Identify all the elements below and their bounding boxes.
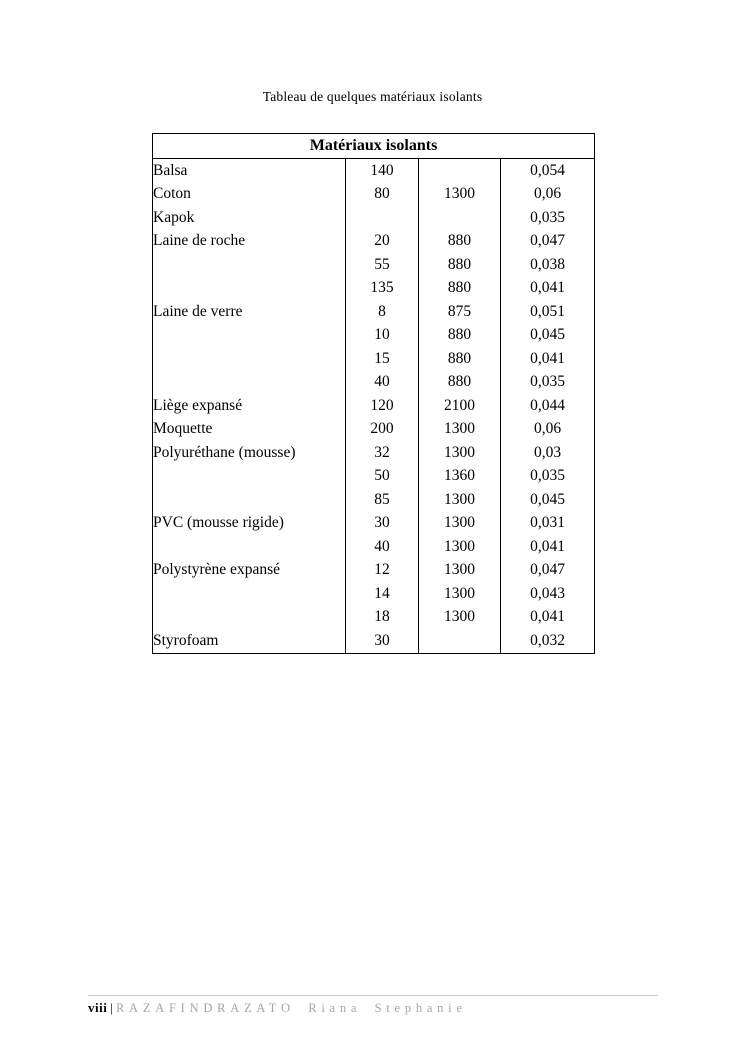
table-row — [153, 394, 595, 418]
material-name-cell: Polystyrène expansé — [153, 559, 346, 583]
value1-cell: 50 — [346, 465, 419, 489]
material-name-cell: Balsa — [153, 159, 346, 183]
value1-cell: 55 — [346, 253, 419, 277]
footer-divider — [88, 995, 658, 996]
value2-cell: 1300 — [419, 441, 501, 465]
value1-cell: 18 — [346, 606, 419, 630]
table-row — [153, 465, 595, 489]
table-row — [153, 559, 595, 583]
value3-cell: 0,035 — [530, 467, 565, 485]
value1-cell: 140 — [346, 159, 419, 183]
value3-cell: 0,044 — [530, 396, 565, 414]
value2-cell: 1300 — [419, 606, 501, 630]
table-row — [153, 582, 595, 606]
value2-cell — [419, 159, 501, 183]
material-name-cell — [153, 371, 346, 395]
material-name-cell — [153, 535, 346, 559]
material-name-cell: Kapok — [153, 206, 346, 230]
value2-cell: 1300 — [419, 488, 501, 512]
table-title: Matériaux isolants — [153, 134, 595, 159]
value3-cell: 0,031 — [530, 514, 565, 532]
material-name-cell: Coton — [153, 183, 346, 207]
value1-cell: 40 — [346, 371, 419, 395]
table-row — [153, 371, 595, 395]
material-name-cell: Moquette — [153, 418, 346, 442]
table-row — [153, 441, 595, 465]
value1-cell: 10 — [346, 324, 419, 348]
table-row — [153, 418, 595, 442]
value2-cell: 1300 — [419, 559, 501, 583]
value1-cell: 30 — [346, 512, 419, 536]
material-name-cell: Polyuréthane (mousse) — [153, 441, 346, 465]
value2-cell: 1300 — [419, 512, 501, 536]
footer-author: RAZAFINDRAZATO Riana Stephanie — [115, 1001, 467, 1015]
table-row — [153, 183, 595, 207]
table-row — [153, 606, 595, 630]
table-row — [153, 300, 595, 324]
table-row — [153, 206, 595, 230]
material-name-cell — [153, 324, 346, 348]
material-name-cell — [153, 347, 346, 371]
value2-cell: 880 — [419, 253, 501, 277]
table-row — [153, 253, 595, 277]
value2-cell: 1300 — [419, 183, 501, 207]
value2-cell: 1300 — [419, 582, 501, 606]
footer-separator: | — [110, 1000, 113, 1015]
table-row — [153, 347, 595, 371]
table-row — [153, 629, 595, 653]
value3-cell: 0,047 — [530, 561, 565, 579]
value1-cell: 14 — [346, 582, 419, 606]
value2-cell: 880 — [419, 347, 501, 371]
value1-cell: 20 — [346, 230, 419, 254]
page-footer — [88, 1000, 708, 1016]
value3-cell: 0,041 — [530, 349, 565, 367]
value1-cell — [346, 206, 419, 230]
material-name-cell: Laine de verre — [153, 300, 346, 324]
value2-cell: 1300 — [419, 535, 501, 559]
material-name-cell — [153, 465, 346, 489]
value1-cell: 30 — [346, 629, 419, 653]
table-body — [153, 159, 595, 654]
value2-cell — [419, 206, 501, 230]
value1-cell: 15 — [346, 347, 419, 371]
value3-cell: 0,035 — [530, 208, 565, 226]
value3-cell: 0,035 — [530, 373, 565, 391]
material-name-cell: Laine de roche — [153, 230, 346, 254]
value1-cell: 200 — [346, 418, 419, 442]
page-number: viii — [88, 1000, 108, 1015]
value2-cell: 2100 — [419, 394, 501, 418]
value1-cell: 80 — [346, 183, 419, 207]
value1-cell: 32 — [346, 441, 419, 465]
value2-cell: 880 — [419, 230, 501, 254]
value3-cell: 0,038 — [530, 255, 565, 273]
value3-cell: 0,054 — [530, 161, 565, 179]
material-name-cell — [153, 488, 346, 512]
material-name-cell: PVC (mousse rigide) — [153, 512, 346, 536]
value2-cell: 1300 — [419, 418, 501, 442]
value3-cell: 0,045 — [530, 326, 565, 344]
value3-cell: 0,047 — [530, 232, 565, 250]
value3-cell: 0,041 — [530, 279, 565, 297]
value3-cell: 0,043 — [530, 584, 565, 602]
table-row — [153, 324, 595, 348]
value2-cell: 1360 — [419, 465, 501, 489]
table-row — [153, 230, 595, 254]
table-row — [153, 535, 595, 559]
value2-cell — [419, 629, 501, 653]
value3-cell: 0,06 — [533, 420, 562, 438]
value1-cell: 135 — [346, 277, 419, 301]
value3-cell: 0,041 — [530, 608, 565, 626]
value2-cell: 880 — [419, 371, 501, 395]
value1-cell: 40 — [346, 535, 419, 559]
value1-cell: 8 — [346, 300, 419, 324]
value3-cell: 0,041 — [530, 537, 565, 555]
isolants-table — [152, 133, 595, 654]
material-name-cell: Styrofoam — [153, 629, 346, 653]
value2-cell: 880 — [419, 324, 501, 348]
value1-cell: 85 — [346, 488, 419, 512]
value3-cell: 0,03 — [533, 443, 562, 461]
value3-cell: 0,06 — [533, 185, 562, 203]
table-row — [153, 277, 595, 301]
material-name-cell — [153, 253, 346, 277]
value1-cell: 12 — [346, 559, 419, 583]
table-header-row — [153, 134, 595, 159]
table-caption: Tableau de quelques matériaux isolants — [262, 89, 483, 104]
table-row — [153, 159, 595, 183]
material-name-cell — [153, 277, 346, 301]
value3-cell: 0,032 — [530, 631, 565, 649]
value2-cell: 880 — [419, 277, 501, 301]
material-name-cell — [153, 582, 346, 606]
value1-cell: 120 — [346, 394, 419, 418]
value3-cell: 0,051 — [530, 302, 565, 320]
table-row — [153, 512, 595, 536]
table-row — [153, 488, 595, 512]
value3-cell: 0,045 — [530, 490, 565, 508]
value2-cell: 875 — [419, 300, 501, 324]
material-name-cell — [153, 606, 346, 630]
material-name-cell: Liège expansé — [153, 394, 346, 418]
